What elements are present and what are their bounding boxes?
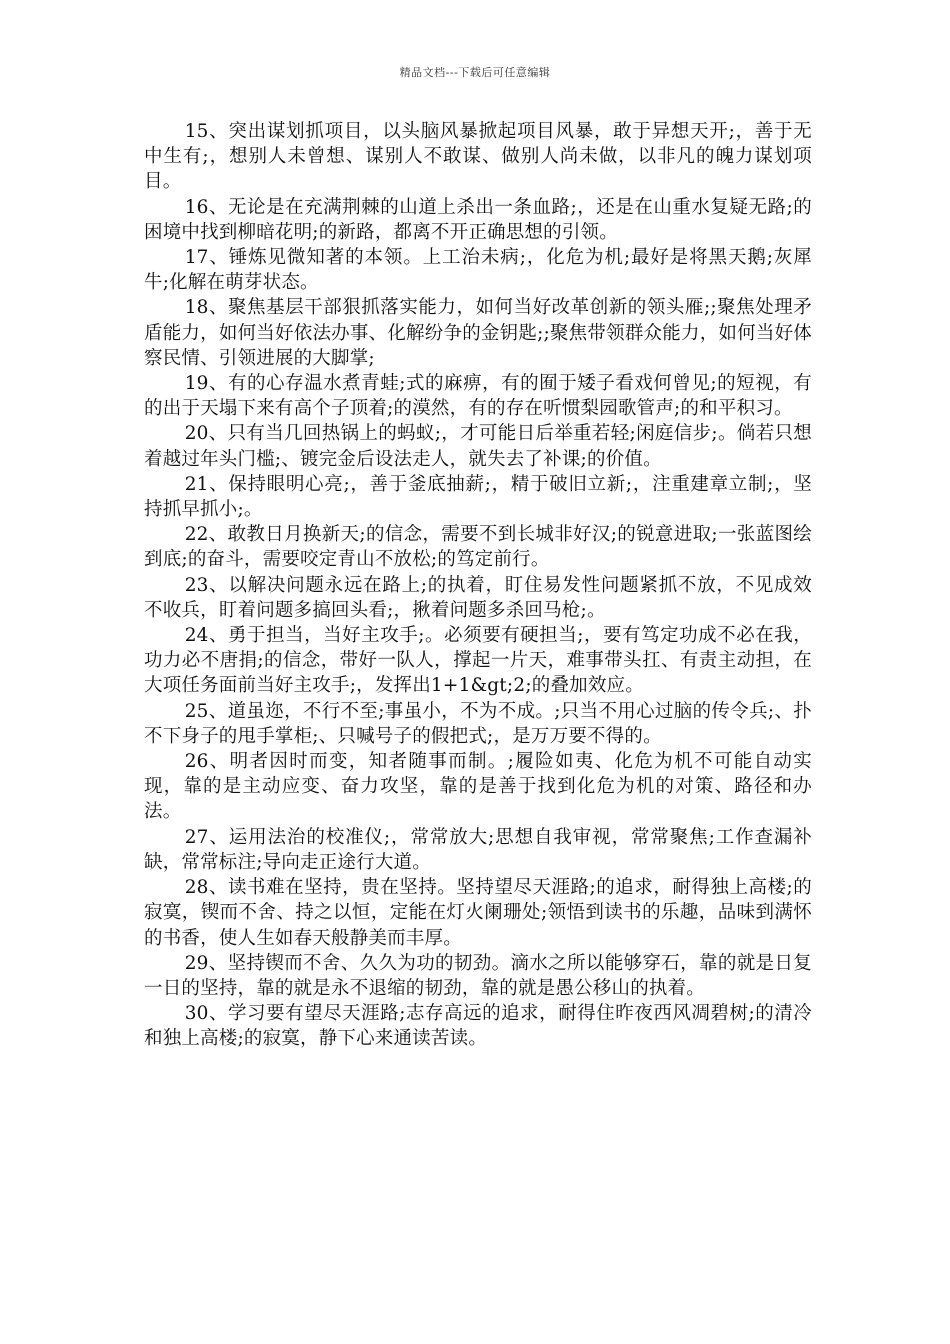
paragraph-18: 18、聚焦基层干部狠抓落实能力，如何当好改革创新的领头雁;;聚焦处理矛盾能力，如何当好依法办事、化解纷争的金钥匙;;聚焦带领群众能力，如何当好体察民情、引领进展的大脚掌;: [144, 297, 812, 369]
paragraph-30: 30、学习要有望尽天涯路;志存高远的追求，耐得住昨夜西风凋碧树;的清冷和独上高楼;的寂寞，静下心来通读苦读。: [144, 1003, 812, 1050]
paragraph-27: 27、运用法治的校准仪;，常常放大;思想自我审视，常常聚焦;工作查漏补缺，常常标注;导向走正途行大道。: [144, 826, 812, 873]
paragraph-24: 24、勇于担当，当好主攻手;。必须要有硬担当;，要有笃定功成不必在我，功力必不唐捐;的信念，带好一队人，撑起一片天，难事带头扛、有责主动担，在大项任务面前当好主攻手;，发挥出1+1&gt;2;的叠加效应。: [144, 625, 812, 697]
paragraph-19: 19、有的心存温水煮青蛙;式的麻痹，有的囿于矮子看戏何曾见;的短视，有的出于天塌下来有高个子顶着;的漠然，有的存在听惯梨园歌管声;的和平积习。: [144, 373, 812, 420]
document-body: [144, 119, 812, 1052]
paragraph-21: 21、保持眼明心亮;，善于釜底抽薪;，精于破旧立新;，注重建章立制;，坚持抓早抓小;。: [144, 473, 812, 521]
paragraph-29: 29、坚持锲而不舍、久久为功的韧劲。滴水之所以能够穿石，靠的就是日复一日的坚持，靠的就是永不退缩的韧劲，靠的就是愚公移山的执着。: [144, 952, 812, 999]
paragraph-26: 26、明者因时而变，知者随事而制。;履险如夷、化危为机不可能自动实现，靠的是主动应变、奋力攻坚，靠的是善于找到化危为机的对策、路径和办法。: [144, 751, 812, 823]
paragraph-22: 22、敢教日月换新天;的信念，需要不到长城非好汉;的锐意进取;一张蓝图绘到底;的奋斗，需要咬定青山不放松;的笃定前行。: [144, 524, 812, 571]
paragraph-28: 28、读书难在坚持，贵在坚持。坚持望尽天涯路;的追求，耐得独上高楼;的寂寞，锲而不舍、持之以恒，定能在灯火阑珊处;领悟到读书的乐趣，品味到满怀的书香，使人生如春天般静美而丰厚。: [144, 877, 812, 949]
paragraph-16: 16、无论是在充满荆棘的山道上杀出一条血路;，还是在山重水复疑无路;的困境中找到柳暗花明;的新路，都离不开正确思想的引领。: [144, 196, 812, 243]
paragraph-25: 25、道虽迩，不行不至;事虽小，不为不成。;只当不用心过脑的传令兵;、扑不下身子的甩手掌柜;、只喊号子的假把式;，是万万要不得的。: [144, 700, 812, 747]
paragraph-17: 17、锤炼见微知著的本领。上工治未病;，化危为机;最好是将黑天鹅;灰犀牛;化解在萌芽状态。: [144, 247, 812, 294]
paragraph-23: 23、以解决问题永远在路上;的执着，盯住易发性问题紧抓不放，不见成效不收兵，盯着问题多搞回头看;，揪着问题多杀回马枪;。: [144, 574, 812, 621]
page-header: 精品文档---下载后可任意编辑: [399, 66, 551, 79]
paragraph-15: 15、突出谋划抓项目，以头脑风暴掀起项目风暴，敢于异想天开;，善于无中生有;，想别人未曾想、谋别人不敢谋、做别人尚未做，以非凡的魄力谋划项目。: [144, 121, 812, 193]
paragraph-20: 20、只有当几回热锅上的蚂蚁;，才可能日后举重若轻;闲庭信步;。倘若只想着越过年头门槛;、镀完金后设法走人，就失去了补课;的价值。: [144, 423, 812, 470]
